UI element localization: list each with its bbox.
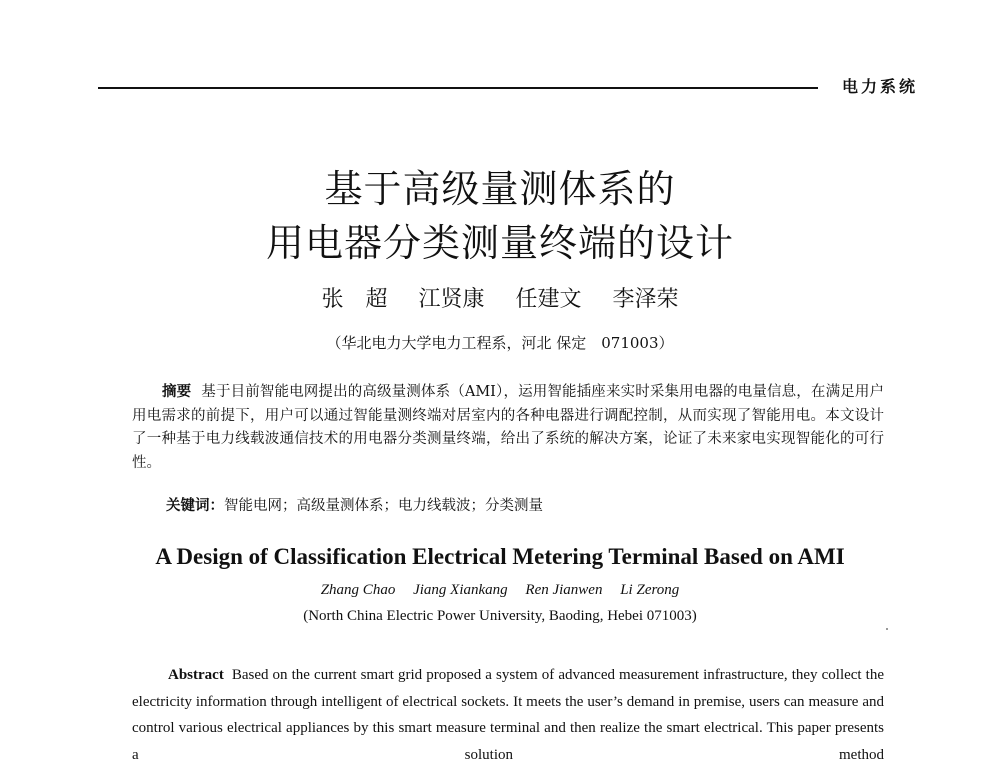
zh-affiliation: （华北电力大学电力工程系，河北 保定 071003） <box>326 334 674 352</box>
en-author: Jiang Xiankang <box>413 582 508 598</box>
zh-keywords-label: 关键词： <box>166 497 224 514</box>
en-abstract-text: Based on the current smart grid proposed a system of advanced measurement infrastructure, they collect the electricity information through intelligent of electrical sockets. It meets the user’s demand in premise, users can measure and control various electrical appliances by this smart measure terminal and then realize the smart electrical. This paper presents a solution method <box>132 667 884 763</box>
en-author: Li Zerong <box>620 582 680 598</box>
zh-title-line2: 用电器分类测量终端的设计 <box>265 221 734 265</box>
en-title: A Design of Classification Electrical Metering Terminal Based on AMI <box>155 544 845 569</box>
zh-author: 江贤康 <box>418 287 485 312</box>
en-abstract <box>132 662 884 768</box>
en-authors <box>0 582 1000 599</box>
zh-title-line1: 基于高级量测体系的 <box>324 167 676 211</box>
zh-keywords <box>166 494 543 515</box>
zh-author: 任建文 <box>515 287 582 312</box>
header-rule <box>98 87 818 89</box>
page-header <box>98 72 918 102</box>
zh-keywords-text: 智能电网；高级量测体系；电力线载波；分类测量 <box>224 498 543 514</box>
zh-abstract-label: 摘要 <box>162 383 192 400</box>
en-abstract-label: Abstract <box>168 667 224 683</box>
en-author: Ren Jianwen <box>525 582 603 598</box>
en-affiliation: (North China Electric Power University, Baoding, Hebei 071003) <box>303 608 697 624</box>
zh-authors <box>0 282 1000 313</box>
zh-author: 李泽荣 <box>612 287 679 312</box>
zh-abstract-text: 基于目前智能电网提出的高级量测体系（AMI），运用智能插座来实时采集用电器的电量信息，在满足用户用电需求的前提下，用户可以通过智能量测终端对居室内的各种电器进行调配控制，从而实现了智能用电。本文设计了一种基于电力线载波通信技术的用电器分类测量终端，给出了系统的解决方案，论证了未来家电实现智能化的可行性。 <box>132 384 885 471</box>
en-author: Zhang Chao <box>320 582 396 598</box>
zh-author: 张 超 <box>321 287 388 312</box>
scan-speck <box>886 628 888 630</box>
zh-abstract <box>132 380 884 475</box>
section-name: 电力系统 <box>841 77 918 96</box>
